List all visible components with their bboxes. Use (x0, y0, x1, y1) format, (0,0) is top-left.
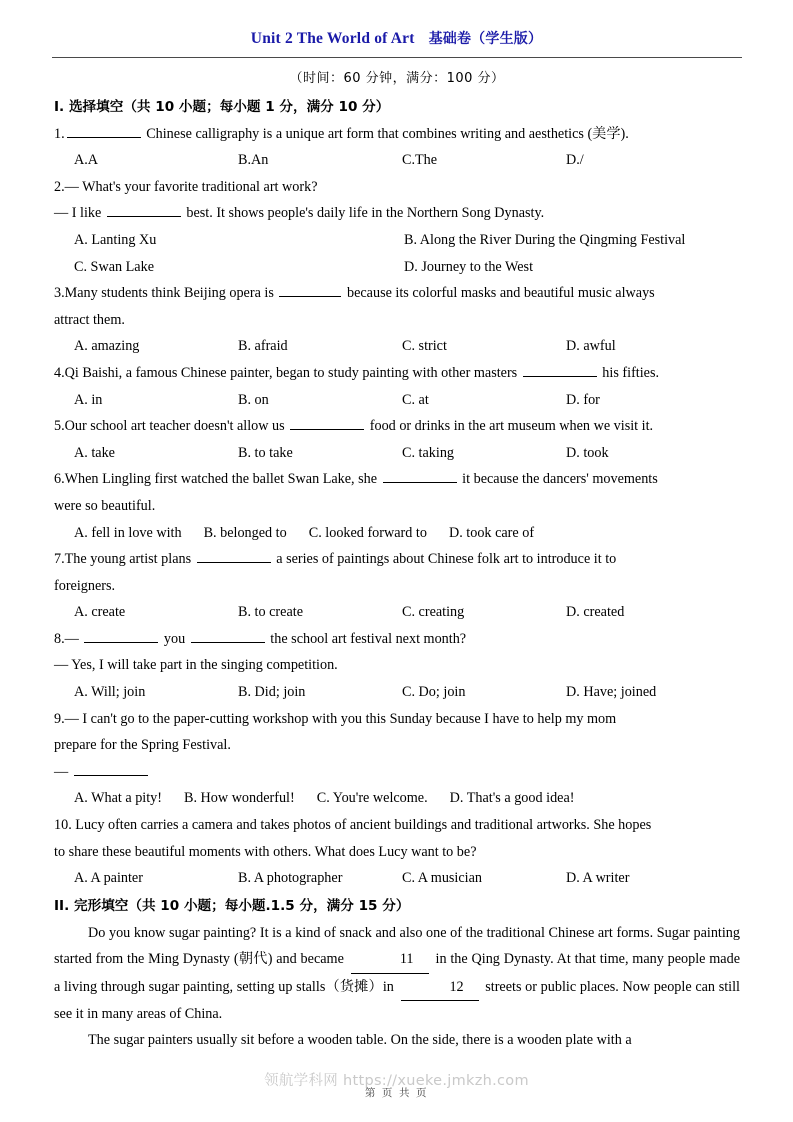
option-c[interactable]: C. strict (402, 338, 447, 355)
option-c[interactable]: C. Swan Lake (74, 258, 154, 275)
option-b[interactable]: B. Did; join (238, 684, 306, 701)
answer-blank[interactable] (67, 123, 141, 137)
option-d[interactable]: D. for (566, 391, 600, 408)
question-answer-prompt (54, 759, 740, 786)
question-text: 3.Many students think Beijing opera is (54, 285, 278, 302)
option-d[interactable]: D. took care of (448, 524, 535, 541)
option-b[interactable]: B. Along the River During the Qingming Festival (404, 231, 686, 248)
question-text: food or drinks in the art museum when we visit it. (366, 418, 654, 435)
option-b[interactable]: B. to create (238, 604, 303, 621)
option-b[interactable]: B. How wonderful! (184, 790, 295, 807)
question-text: 8.— (54, 630, 83, 647)
question-text: 4.Qi Baishi, a famous Chinese painter, began to study painting with other masters (54, 364, 521, 381)
question-stem-line2: prepare for the Spring Festival. (54, 737, 231, 754)
option-c[interactable]: C.The (402, 152, 438, 169)
question-stem-line2: were so beautiful. (54, 497, 156, 514)
page-footer: 第 页 共 页 (364, 1087, 429, 1099)
option-row (54, 147, 740, 174)
question-text: best. It shows people's daily life in the Northern Song Dynasty. (182, 205, 545, 222)
option-a[interactable]: A. What a pity! (74, 790, 162, 807)
option-d[interactable]: D. took (566, 444, 609, 461)
answer-blank[interactable] (107, 203, 181, 217)
question-stem (54, 546, 740, 573)
passage-text: in the Qing Dynasty. At that time, many people made a living through sugar painting, setting up stalls（货摊）in (54, 951, 740, 995)
option-c[interactable]: C. A musician (402, 870, 483, 887)
answer-blank[interactable] (279, 283, 341, 297)
question-stem (54, 413, 740, 440)
question-stem-line2: attract them. (54, 311, 125, 328)
option-a[interactable]: A. create (74, 604, 126, 621)
option-d[interactable]: D./ (566, 152, 584, 169)
document-body (54, 66, 740, 1054)
question-stem (54, 121, 740, 148)
question-text: 6.When Lingling first watched the ballet Swan Lake, she (54, 471, 381, 488)
option-a[interactable]: A. fell in love with (74, 524, 182, 541)
option-row (54, 227, 740, 254)
option-d[interactable]: D. Journey to the West (404, 258, 534, 275)
dash-marker: — (54, 763, 72, 780)
option-c[interactable]: C. Do; join (402, 684, 466, 701)
option-c[interactable]: C. taking (402, 444, 455, 461)
cloze-passage-paragraph-1 (54, 920, 740, 1028)
option-row (54, 785, 740, 812)
question-text: a series of paintings about Chinese folk art to introduce it to (272, 551, 617, 568)
question-text: — I like (54, 205, 105, 222)
page-title-cn: 基础卷（学生版） (428, 31, 543, 47)
cloze-passage-paragraph-2: The sugar painters usually sit before a wooden table. On the side, there is a wooden plate with a (88, 1032, 632, 1049)
question-stem (54, 280, 740, 307)
question-text: 5.Our school art teacher doesn't allow us (54, 418, 289, 435)
option-b[interactable]: B. afraid (238, 338, 288, 355)
question-text: you (160, 630, 189, 647)
question-stem: 2.— What's your favorite traditional art work? (54, 178, 318, 195)
question-text: it because the dancers' movements (458, 471, 658, 488)
option-a[interactable]: A. Lanting Xu (74, 231, 157, 248)
question-number: 1. (54, 125, 65, 142)
passage-text: streets or public places. Now people can still see it in many areas of China. (54, 978, 740, 1023)
header-divider (52, 57, 742, 58)
question-text: 7.The young artist plans (54, 551, 195, 568)
option-a[interactable]: A. take (74, 444, 115, 461)
answer-blank[interactable] (197, 549, 271, 563)
exam-info: （时间：60 分钟，满分：100 分） (289, 71, 505, 86)
answer-blank[interactable] (74, 761, 148, 775)
option-a[interactable]: A. A painter (74, 870, 143, 887)
question-text: the school art festival next month? (266, 630, 467, 647)
question-text: because its colorful masks and beautiful music always (343, 285, 655, 302)
answer-blank[interactable] (523, 362, 597, 376)
question-stem (54, 360, 740, 387)
watermark: 领航学科网 https://xueke.jmkzh.com (264, 1073, 529, 1089)
question-text: Chinese calligraphy is a unique art form that combines writing and aesthetics (美学). (142, 125, 629, 142)
question-stem (54, 626, 740, 653)
question-text: his fifties. (598, 364, 660, 381)
option-row (54, 679, 740, 706)
page-title (0, 28, 793, 48)
answer-blank[interactable] (383, 469, 457, 483)
answer-blank[interactable] (84, 628, 158, 642)
option-a[interactable]: A.A (74, 152, 99, 169)
page-title-en: Unit 2 The World of Art (250, 30, 415, 47)
option-d[interactable]: D. A writer (566, 870, 630, 887)
option-c[interactable]: C. You're welcome. (316, 790, 428, 807)
option-c[interactable]: C. at (402, 391, 429, 408)
section-heading-2: II. 完形填空（共 10 小题；每小题.1.5 分，满分 15 分） (54, 897, 410, 914)
option-d[interactable]: D. Have; joined (566, 684, 657, 701)
question-stem (54, 466, 740, 493)
option-b[interactable]: B. to take (238, 444, 293, 461)
cloze-blank-12[interactable]: 12 (401, 974, 479, 1001)
option-d[interactable]: D. That's a good idea! (449, 790, 575, 807)
option-a[interactable]: A. in (74, 391, 103, 408)
passage-text: Do you know sugar painting? It is a kind of snack and also one of the traditional Chinese art forms. Sugar painting started from the Ming Dynasty (朝代) and became (54, 924, 740, 968)
section-heading-1: I. 选择填空（共 10 小题；每小题 1 分，满分 10 分） (54, 98, 390, 115)
question-stem-line2: — Yes, I will take part in the singing competition. (54, 657, 338, 674)
option-b[interactable]: B. belonged to (203, 524, 287, 541)
option-row (54, 333, 740, 360)
option-a[interactable]: A. amazing (74, 338, 140, 355)
option-b[interactable]: B.An (238, 152, 269, 169)
option-row (54, 865, 740, 892)
option-row (54, 440, 740, 467)
answer-blank[interactable] (191, 628, 265, 642)
question-stem-line2: to share these beautiful moments with others. What does Lucy want to be? (54, 843, 477, 860)
option-d[interactable]: D. awful (566, 338, 616, 355)
question-stem-line2 (54, 200, 740, 227)
option-b[interactable]: B. on (238, 391, 269, 408)
option-a[interactable]: A. Will; join (74, 684, 146, 701)
question-stem-line2: foreigners. (54, 577, 116, 594)
question-stem: 10. Lucy often carries a camera and takes photos of ancient buildings and traditional artworks. She hopes (54, 817, 652, 834)
option-row (54, 599, 740, 626)
question-stem: 9.— I can't go to the paper-cutting workshop with you this Sunday because I have to help my mom (54, 710, 617, 727)
option-row (54, 520, 740, 547)
option-d[interactable]: D. created (566, 604, 625, 621)
cloze-blank-11[interactable]: 11 (351, 946, 429, 973)
option-row (54, 387, 740, 414)
option-c[interactable]: C. creating (402, 604, 465, 621)
option-b[interactable]: B. A photographer (238, 870, 343, 887)
option-row (54, 254, 740, 281)
answer-blank[interactable] (290, 416, 364, 430)
option-c[interactable]: C. looked forward to (308, 524, 427, 541)
